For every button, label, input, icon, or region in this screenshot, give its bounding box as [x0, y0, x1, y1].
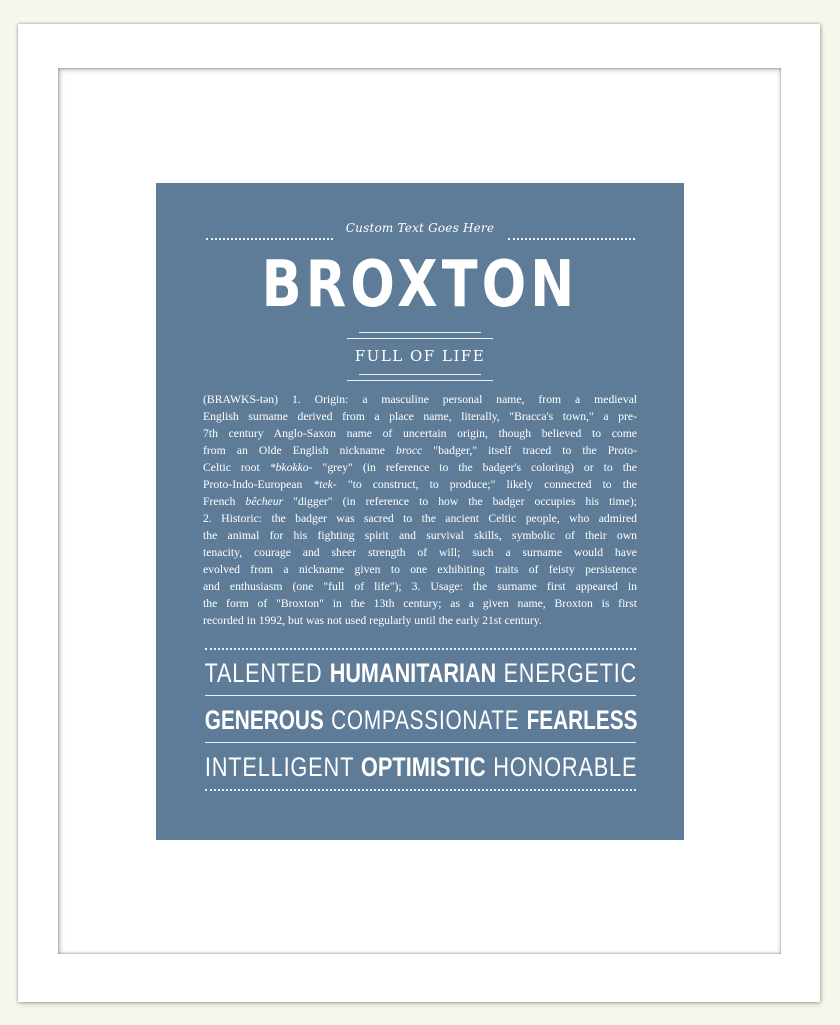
traits-row-2: [205, 700, 637, 740]
trait-word: FEARLESS: [526, 704, 638, 735]
traits-row-3: [205, 747, 637, 787]
trait-word: GENEROUS: [204, 704, 324, 735]
definition-line: 2. Historic: the badger was sacred to the ancient Celtic people, who admired: [203, 512, 637, 525]
name-definition: [203, 391, 637, 629]
definition-line: from an Olde English nickname brocc "badger," itself traced to the Proto-: [203, 444, 638, 457]
trait-word: ENERGETIC: [503, 657, 637, 688]
definition-line: 7th century Anglo-Saxon name of uncertain origin, though believed to come: [203, 427, 637, 440]
definition-line: recorded in 1992, but was not used regularly until the early 21st century.: [203, 614, 542, 627]
trait-word: TALENTED: [205, 657, 323, 688]
dotted-divider-left: [206, 238, 333, 240]
dotted-divider-right: [508, 238, 635, 240]
name-title: BROXTON: [261, 248, 579, 322]
definition-line: (BRAWKS-tən) 1. Origin: a masculine personal name, from a medieval: [203, 393, 637, 406]
rule-top-1: [359, 332, 481, 333]
trait-word: COMPASSIONATE: [330, 704, 520, 735]
dotted-divider-traits-bottom: [205, 789, 636, 791]
definition-line: the animal for his fighting spirit and survival skills, symbolic of their own: [203, 529, 637, 542]
trait-word: INTELLIGENT: [204, 751, 355, 782]
definition-line: Celtic root *bkokko- "grey" (in reference to the badger's coloring) or to the: [203, 461, 637, 474]
traits-rule-2: [205, 742, 636, 743]
definition-line: English surname derived from a place name, literally, "Bracca's town," a pre-: [203, 410, 637, 423]
rule-top-2: [347, 338, 493, 339]
definition-line: and enthusiasm (one "full of life"); 3. Usage: the surname first appeared in: [203, 580, 637, 593]
name-print: [156, 183, 684, 840]
definition-line: French bêcheur "digger" (in reference to how the badger occupies his time);: [203, 495, 637, 508]
trait-word: HONORABLE: [492, 751, 637, 782]
name-meaning: FULL OF LIFE: [354, 347, 486, 365]
trait-word: OPTIMISTIC: [361, 751, 486, 782]
traits-rule-1: [205, 695, 636, 696]
dotted-divider-traits-top: [205, 648, 636, 650]
rule-bottom-1: [359, 374, 481, 375]
rule-bottom-2: [347, 380, 493, 381]
traits-row-1: [205, 653, 637, 693]
definition-line: evolved from a nickname given to one exhibiting traits of feisty persistence: [203, 563, 637, 576]
trait-word: HUMANITARIAN: [329, 657, 497, 688]
definition-line: Proto-Indo-European *tek- "to construct, to produce;" likely connected to the: [203, 478, 637, 491]
custom-text: Custom Text Goes Here: [345, 221, 495, 235]
definition-line: tenacity, courage and sheer strength of will; such a surname would have: [203, 546, 637, 559]
definition-line: the form of "Broxton" in the 13th century; as a given name, Broxton is first: [203, 597, 637, 610]
